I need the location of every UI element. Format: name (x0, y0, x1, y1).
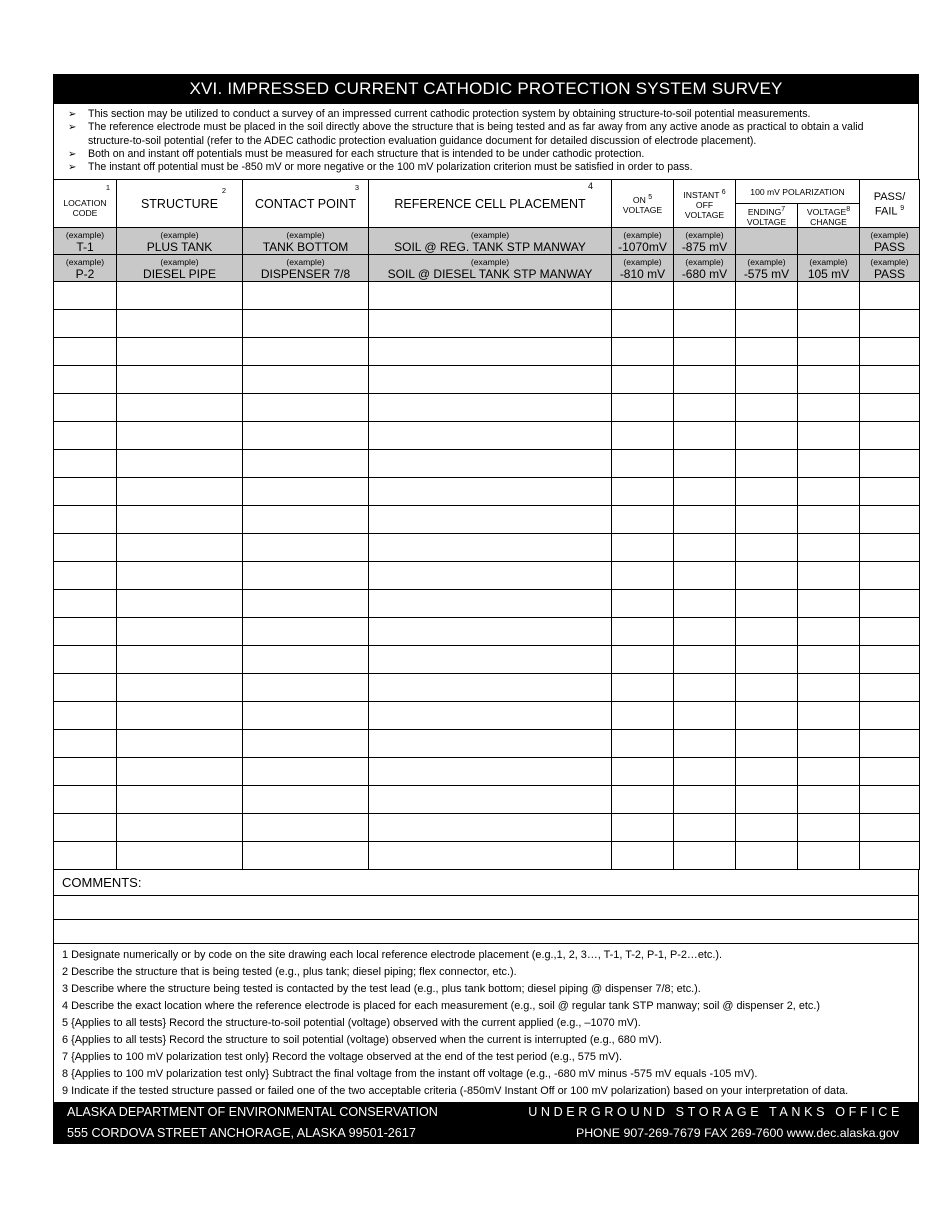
header-reference-cell: REFERENCE CELL PLACEMENT 4 (369, 180, 612, 228)
entry-cell[interactable] (369, 338, 612, 366)
entry-cell[interactable] (674, 338, 736, 366)
entry-cell[interactable] (860, 534, 920, 562)
example-contact: (example) DISPENSER 7/8 (243, 255, 369, 282)
entry-cell[interactable] (736, 310, 798, 338)
entry-cell[interactable] (243, 394, 369, 422)
header-on-voltage: ON $^5$ VOLTAGE (612, 180, 674, 228)
entry-cell[interactable] (674, 758, 736, 786)
entry-cell[interactable] (243, 730, 369, 758)
entry-cell[interactable] (243, 506, 369, 534)
entry-cell[interactable] (674, 674, 736, 702)
example-structure: (example) DIESEL PIPE (117, 255, 243, 282)
comment-line[interactable] (54, 896, 918, 920)
entry-cell[interactable] (798, 450, 860, 478)
entry-cell[interactable] (798, 758, 860, 786)
entry-cell[interactable] (674, 450, 736, 478)
entry-cell[interactable] (243, 590, 369, 618)
entry-cell[interactable] (369, 646, 612, 674)
entry-cell[interactable] (369, 282, 612, 310)
entry-cell[interactable] (860, 394, 920, 422)
example-pass-fail: (example) PASS (860, 228, 920, 255)
table-row (54, 282, 920, 310)
table-row (54, 786, 920, 814)
entry-cell[interactable] (674, 730, 736, 758)
entry-cell[interactable] (798, 338, 860, 366)
example-ending: (example) -575 mV (736, 255, 798, 282)
entry-cell[interactable] (736, 534, 798, 562)
instruction-item: ➢ The instant off potential must be -850 mV or more negative or the 100 mV polarization criterion must be satisfied in order to pass. (68, 161, 693, 174)
entry-cell[interactable] (612, 702, 674, 730)
entry-cell[interactable] (736, 282, 798, 310)
entry-cell[interactable] (798, 842, 860, 870)
entry-cell[interactable] (54, 814, 117, 842)
entry-cell[interactable] (798, 618, 860, 646)
entry-cell[interactable] (860, 786, 920, 814)
entry-cell[interactable] (54, 450, 117, 478)
entry-cell[interactable] (736, 674, 798, 702)
comments-section (53, 870, 919, 944)
footer (53, 1102, 919, 1144)
entry-cell[interactable] (798, 422, 860, 450)
entry-cell[interactable] (674, 618, 736, 646)
entry-cell[interactable] (369, 730, 612, 758)
entry-cell[interactable] (54, 534, 117, 562)
entry-cell[interactable] (117, 674, 243, 702)
entry-cell[interactable] (860, 506, 920, 534)
entry-cell[interactable] (612, 422, 674, 450)
entry-cell[interactable] (736, 506, 798, 534)
entry-cell[interactable] (798, 590, 860, 618)
entry-cell[interactable] (369, 422, 612, 450)
footer-contact: PHONE 907-269-7679 FAX 269-7600 www.dec.alaska.gov (575, 1126, 899, 1141)
footnote: 6 {Applies to all tests} Record the structure to soil potential (voltage) observed when the current is interrupted (e.g., 680 mV). (62, 1034, 662, 1047)
example-instant-off: (example) -875 mV (674, 228, 736, 255)
entry-cell[interactable] (736, 590, 798, 618)
table-row (54, 674, 920, 702)
table-row (54, 394, 920, 422)
footnote: 2 Describe the structure that is being tested (e.g., plus tank; diesel piping; flex connector, etc.). (62, 966, 517, 979)
entry-cell[interactable] (736, 394, 798, 422)
entry-cell[interactable] (117, 758, 243, 786)
footnote: 3 Describe where the structure being tested is contacted by the test lead (e.g., plus tank bottom; diesel piping @ dispenser 7/8; etc.). (62, 983, 701, 996)
entry-cell[interactable] (612, 534, 674, 562)
entry-cell[interactable] (860, 478, 920, 506)
table-row (54, 562, 920, 590)
arrow-bullet-icon: ➢ (68, 109, 77, 120)
entry-cell[interactable] (243, 338, 369, 366)
header-structure: STRUCTURE 2 (117, 180, 243, 228)
comment-line[interactable] (54, 920, 918, 943)
entry-cell[interactable] (243, 562, 369, 590)
entry-cell[interactable] (612, 562, 674, 590)
entry-cell[interactable] (54, 338, 117, 366)
entry-cell[interactable] (369, 786, 612, 814)
entry-cell[interactable] (612, 674, 674, 702)
entry-cell[interactable] (243, 618, 369, 646)
entry-cell[interactable] (860, 282, 920, 310)
entry-cell[interactable] (54, 422, 117, 450)
example-location: (example) T-1 (54, 228, 117, 255)
entry-cell[interactable] (243, 450, 369, 478)
entry-cell[interactable] (612, 338, 674, 366)
entry-cell[interactable] (860, 646, 920, 674)
entry-cell[interactable] (117, 506, 243, 534)
table-row (54, 702, 920, 730)
entry-cell[interactable] (369, 450, 612, 478)
header-location: 1 LOCATION CODE (54, 180, 117, 228)
entry-cell[interactable] (243, 534, 369, 562)
entry-cell[interactable] (369, 562, 612, 590)
header-ending-voltage: ENDING$^7$ VOLTAGE (736, 204, 798, 228)
entry-cell[interactable] (860, 310, 920, 338)
entry-cell[interactable] (117, 646, 243, 674)
header-contact-point: CONTACT POINT 3 (243, 180, 369, 228)
table-row (54, 758, 920, 786)
table-row (54, 842, 920, 870)
entry-cell[interactable] (736, 646, 798, 674)
entry-cell[interactable] (369, 702, 612, 730)
entry-cell[interactable] (736, 702, 798, 730)
entry-cell[interactable] (54, 366, 117, 394)
entry-cell[interactable] (369, 758, 612, 786)
entry-cell[interactable] (369, 310, 612, 338)
entry-cell[interactable] (674, 646, 736, 674)
entry-cell[interactable] (736, 786, 798, 814)
entry-cell[interactable] (612, 590, 674, 618)
entry-cell[interactable] (674, 422, 736, 450)
entry-cell[interactable] (54, 730, 117, 758)
entry-cell[interactable] (798, 786, 860, 814)
entry-cell[interactable] (612, 282, 674, 310)
footer-agency: ALASKA DEPARTMENT OF ENVIRONMENTAL CONSERVATION (67, 1105, 438, 1120)
entry-cell[interactable] (736, 450, 798, 478)
entry-cell[interactable] (612, 506, 674, 534)
example-row (54, 228, 920, 255)
entry-cell[interactable] (54, 702, 117, 730)
entry-cell[interactable] (798, 702, 860, 730)
entry-cell[interactable] (117, 338, 243, 366)
entry-cell[interactable] (117, 282, 243, 310)
instruction-item: ➢ Both on and instant off potentials must be measured for each structure that is intended to be under cathodic protection. (68, 147, 645, 160)
entry-cell[interactable] (117, 478, 243, 506)
example-pass-fail: (example) PASS (860, 255, 920, 282)
table-row (54, 646, 920, 674)
entry-cell[interactable] (736, 422, 798, 450)
entry-cell[interactable] (674, 478, 736, 506)
entry-cell[interactable] (860, 842, 920, 870)
entry-cell[interactable] (369, 814, 612, 842)
entry-cell[interactable] (243, 478, 369, 506)
entry-cell[interactable] (243, 366, 369, 394)
entry-cell[interactable] (798, 730, 860, 758)
entry-cell[interactable] (243, 842, 369, 870)
entry-cell[interactable] (860, 562, 920, 590)
entry-cell[interactable] (612, 310, 674, 338)
entry-cell[interactable] (117, 422, 243, 450)
entry-cell[interactable] (54, 506, 117, 534)
entry-cell[interactable] (674, 282, 736, 310)
entry-cell[interactable] (860, 814, 920, 842)
entry-cell[interactable] (117, 394, 243, 422)
entry-cell[interactable] (674, 366, 736, 394)
table-row (54, 506, 920, 534)
header-voltage-change: VOLTAGE$^8$ CHANGE (798, 204, 860, 228)
entry-cell[interactable] (860, 730, 920, 758)
entry-cell[interactable] (243, 310, 369, 338)
table-row (54, 730, 920, 758)
entry-cell[interactable] (117, 366, 243, 394)
footnote: 1 Designate numerically or by code on the site drawing each local reference electrode placement (e.g.,1, 2, 3…, T-1, T-2, P-1, P-2…etc.). (62, 949, 723, 962)
entry-cell[interactable] (369, 618, 612, 646)
example-instant-off: (example) -680 mV (674, 255, 736, 282)
entry-cell[interactable] (612, 842, 674, 870)
example-on-voltage: (example) -1070mV (612, 228, 674, 255)
table-row (54, 814, 920, 842)
entry-cell[interactable] (369, 534, 612, 562)
entry-cell[interactable] (736, 758, 798, 786)
entry-cell[interactable] (54, 646, 117, 674)
header-pass-fail: PASS/ FAIL $^9$ (860, 180, 920, 228)
entry-cell[interactable] (612, 758, 674, 786)
entry-cell[interactable] (117, 534, 243, 562)
example-change (798, 228, 860, 255)
footer-office: UNDERGROUND STORAGE TANKS OFFICE (528, 1105, 903, 1120)
entry-cell[interactable] (243, 282, 369, 310)
entry-cell[interactable] (54, 394, 117, 422)
entry-cell[interactable] (54, 786, 117, 814)
entry-cell[interactable] (369, 590, 612, 618)
entry-cell[interactable] (54, 282, 117, 310)
footnote: 4 Describe the exact location where the reference electrode is placed for each measurement (e.g., soil @ regular tank STP manway; soil @ dispenser 2, etc.) (62, 1000, 820, 1013)
entry-cell[interactable] (736, 814, 798, 842)
table-row (54, 366, 920, 394)
example-change: (example) 105 mV (798, 255, 860, 282)
entry-cell[interactable] (117, 730, 243, 758)
entry-cell[interactable] (117, 842, 243, 870)
table-row (54, 590, 920, 618)
entry-cell[interactable] (798, 310, 860, 338)
entry-cell[interactable] (54, 842, 117, 870)
entry-cell[interactable] (860, 758, 920, 786)
entry-cell[interactable] (369, 366, 612, 394)
arrow-bullet-icon: ➢ (68, 148, 77, 160)
entry-cell[interactable] (674, 786, 736, 814)
header-instant-off: INSTANT $^6$ OFF VOLTAGE (674, 180, 736, 228)
footnotes (53, 944, 919, 1102)
entry-cell[interactable] (612, 366, 674, 394)
entry-cell[interactable] (243, 646, 369, 674)
instruction-item: ➢ The reference electrode must be placed in the soil directly above the structure that is being tested and as far away from any active anode as practical to obtain a valid structure-to-soil potential (refer to the ADEC cathodic protection evaluation guidance document for detailed discussion of electrode placement). (68, 121, 864, 147)
example-reference: (example) SOIL @ DIESEL TANK STP MANWAY (369, 255, 612, 282)
entry-cell[interactable] (369, 674, 612, 702)
entry-cell[interactable] (674, 842, 736, 870)
table-row (54, 450, 920, 478)
example-location: (example) P-2 (54, 255, 117, 282)
entry-cell[interactable] (117, 590, 243, 618)
entry-cell[interactable] (860, 702, 920, 730)
entry-cell[interactable] (798, 394, 860, 422)
entry-cell[interactable] (798, 674, 860, 702)
table-row (54, 534, 920, 562)
entry-cell[interactable] (54, 758, 117, 786)
table-body (54, 228, 920, 870)
entry-cell[interactable] (243, 422, 369, 450)
entry-cell[interactable] (674, 394, 736, 422)
entry-cell[interactable] (860, 674, 920, 702)
entry-cell[interactable] (674, 506, 736, 534)
entry-cell[interactable] (860, 618, 920, 646)
entry-cell[interactable] (369, 478, 612, 506)
entry-cell[interactable] (798, 478, 860, 506)
entry-cell[interactable] (369, 394, 612, 422)
entry-cell[interactable] (798, 506, 860, 534)
entry-cell[interactable] (54, 310, 117, 338)
entry-cell[interactable] (674, 310, 736, 338)
footnote: 9 Indicate if the tested structure passed or failed one of the two acceptable criteria (-850mV Instant Off or 100 mV polarization) based on your interpretation of data. (62, 1085, 849, 1098)
entry-cell[interactable] (798, 366, 860, 394)
entry-cell[interactable] (612, 814, 674, 842)
entry-cell[interactable] (54, 590, 117, 618)
entry-cell[interactable] (674, 702, 736, 730)
example-on-voltage: (example) -810 mV (612, 255, 674, 282)
entry-cell[interactable] (54, 674, 117, 702)
table-row (54, 618, 920, 646)
footnote: 5 {Applies to all tests} Record the structure-to-soil potential (voltage) observed with the current applied (e.g., –1070 mV). (62, 1017, 641, 1030)
entry-cell[interactable] (612, 394, 674, 422)
entry-cell[interactable] (117, 562, 243, 590)
entry-cell[interactable] (860, 422, 920, 450)
entry-cell[interactable] (612, 730, 674, 758)
entry-cell[interactable] (117, 702, 243, 730)
footnote: 8 {Applies to 100 mV polarization test only} Subtract the final voltage from the instant off voltage (e.g., -680 mV minus -575 mV equals -105 mV). (62, 1068, 758, 1081)
arrow-bullet-icon: ➢ (68, 122, 77, 134)
entry-cell[interactable] (243, 786, 369, 814)
instructions (53, 104, 919, 179)
comments-label: COMMENTS: (54, 870, 918, 896)
table-row (54, 310, 920, 338)
entry-cell[interactable] (243, 702, 369, 730)
entry-cell[interactable] (674, 590, 736, 618)
survey-form (53, 74, 919, 1144)
footer-address: 555 CORDOVA STREET ANCHORAGE, ALASKA 99501-2617 (67, 1126, 416, 1141)
example-structure: (example) PLUS TANK (117, 228, 243, 255)
entry-cell[interactable] (243, 758, 369, 786)
example-reference: (example) SOIL @ REG. TANK STP MANWAY (369, 228, 612, 255)
entry-cell[interactable] (369, 842, 612, 870)
example-row (54, 255, 920, 282)
survey-table (53, 179, 920, 870)
entry-cell[interactable] (54, 478, 117, 506)
entry-cell[interactable] (736, 842, 798, 870)
entry-cell[interactable] (674, 814, 736, 842)
entry-cell[interactable] (117, 618, 243, 646)
entry-cell[interactable] (736, 562, 798, 590)
entry-cell[interactable] (798, 814, 860, 842)
entry-cell[interactable] (243, 814, 369, 842)
entry-cell[interactable] (117, 310, 243, 338)
table-row (54, 338, 920, 366)
section-title: XVI. IMPRESSED CURRENT CATHODIC PROTECTION SYSTEM SURVEY (53, 74, 919, 104)
entry-cell[interactable] (674, 534, 736, 562)
entry-cell[interactable] (117, 450, 243, 478)
table-row (54, 478, 920, 506)
entry-cell[interactable] (736, 366, 798, 394)
entry-cell[interactable] (798, 562, 860, 590)
entry-cell[interactable] (117, 786, 243, 814)
entry-cell[interactable] (736, 730, 798, 758)
entry-cell[interactable] (612, 618, 674, 646)
entry-cell[interactable] (736, 618, 798, 646)
entry-cell[interactable] (54, 618, 117, 646)
entry-cell[interactable] (612, 478, 674, 506)
entry-cell[interactable] (798, 646, 860, 674)
entry-cell[interactable] (860, 366, 920, 394)
entry-cell[interactable] (612, 646, 674, 674)
footnote: 7 {Applies to 100 mV polarization test only} Record the voltage observed at the end of the test period (e.g., 575 mV). (62, 1051, 622, 1064)
entry-cell[interactable] (798, 282, 860, 310)
header-polarization: 100 mV POLARIZATION (736, 180, 860, 204)
entry-cell[interactable] (243, 674, 369, 702)
entry-cell[interactable] (612, 450, 674, 478)
instruction-item: ➢ This section may be utilized to conduct a survey of an impressed current cathodic protection system by obtaining structure-to-soil potential measurements. (68, 108, 811, 120)
entry-cell[interactable] (369, 506, 612, 534)
arrow-bullet-icon: ➢ (68, 162, 77, 174)
entry-cell[interactable] (54, 562, 117, 590)
entry-cell[interactable] (674, 562, 736, 590)
example-ending (736, 228, 798, 255)
entry-cell[interactable] (860, 450, 920, 478)
example-contact: (example) TANK BOTTOM (243, 228, 369, 255)
entry-cell[interactable] (798, 534, 860, 562)
entry-cell[interactable] (736, 338, 798, 366)
entry-cell[interactable] (612, 786, 674, 814)
entry-cell[interactable] (860, 338, 920, 366)
entry-cell[interactable] (860, 590, 920, 618)
entry-cell[interactable] (117, 814, 243, 842)
table-row (54, 422, 920, 450)
entry-cell[interactable] (736, 478, 798, 506)
